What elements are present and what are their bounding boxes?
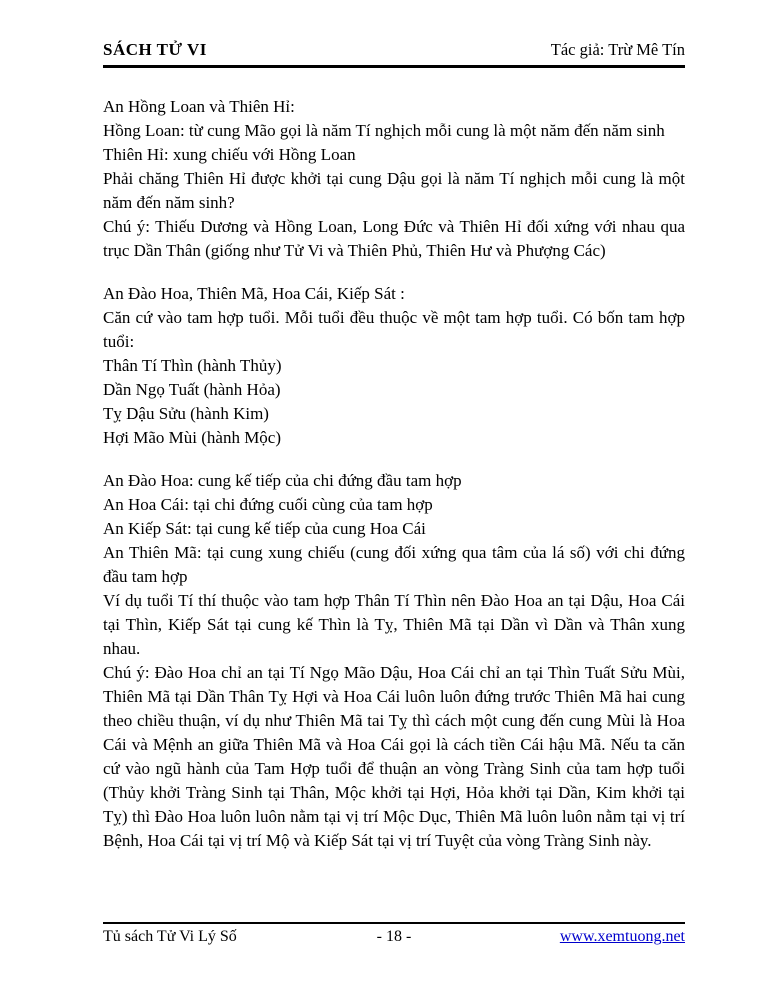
paragraph-tam-hop-hoa: Dần Ngọ Tuất (hành Hỏa): [103, 380, 281, 399]
paragraph-chu-y-trang-sinh: Chú ý: Đào Hoa chỉ an tại Tí Ngọ Mão Dậu, Hoa Cái chỉ an tại Thìn Tuất Sửu Mùi, Thiên Mã tại Dần Thân Tỵ Hợi và Hoa Cái luôn luôn đứng trước Thiên Mã hai cung theo chiều thuận, ví dụ như Thiên Mã tai Tỵ thì cách một cung đến cung Mùi là Hoa Cái và Mệnh an giữa Thiên Mã và Hoa Cái gọi là cách tiền Cái hậu Mã. Nếu ta căn cứ vào ngũ hành của Tam Hợp tuổi để thuận an vòng Tràng Sinh của tam hợp tuổi (Thủy khởi Tràng Sinh tại Thân, Mộc khởi tại Hợi, Hỏa khởi tại Dần, Kim khởi tại Tỵ) thì Đào Hoa luôn luôn nằm tại vị trí Mộc Dục, Thiên Mã luôn luôn nằm tại vị trí Bệnh, Hoa Cái tại vị trí Mộ và Kiếp Sát tại vị trí Tuyệt của vòng Tràng Sinh này.: [103, 663, 685, 850]
paragraph-chu-y-symmetry-note: Chú ý: Thiếu Dương và Hồng Loan, Long Đức và Thiên Hỉ đối xứng với nhau qua trục Dần Thân (giống như Tử Vi và Thiên Phủ, Thiên Hư và Phượng Các): [103, 217, 685, 260]
paragraph-tam-hop-thuy: Thân Tí Thìn (hành Thủy): [103, 356, 282, 375]
paragraph-tam-hop-moc: Hợi Mão Mùi (hành Mộc): [103, 428, 282, 447]
paragraph-vi-du-tuoi-ti: Ví dụ tuổi Tí thí thuộc vào tam hợp Thân Tí Thìn nên Đào Hoa an tại Dậu, Hoa Cái tại Thìn, Kiếp Sát tại cung kế Thìn là Tỵ, Thiên Mã tại Dần vì Dần và Thân xung nhau.: [103, 591, 685, 658]
paragraph-thien-hi-rule: Thiên Hỉ: xung chiếu với Hồng Loan: [103, 145, 356, 164]
footer-link-wrap: [491, 928, 685, 946]
paragraph-phai-chang-question: Phải chăng Thiên Hỉ được khởi tại cung Dậu gọi là năm Tí nghịch mỗi cung là một năm đến năm sinh?: [103, 169, 685, 212]
paragraph-an-thien-ma-rule: An Thiên Mã: tại cung xung chiếu (cung đối xứng qua tâm của lá số) với chi đứng đầu tam hợp: [103, 543, 685, 586]
paragraph-an-hoa-cai-rule: An Hoa Cái: tại chi đứng cuối cùng của tam hợp: [103, 495, 433, 514]
paragraph-an-kiep-sat-rule: An Kiếp Sát: tại cung kế tiếp của cung Hoa Cái: [103, 519, 426, 538]
page-header: [103, 40, 685, 68]
paragraph-tam-hop-intro: Căn cứ vào tam hợp tuổi. Mỗi tuổi đều thuộc về một tam hợp tuổi. Có bốn tam hợp tuổi:: [103, 308, 685, 351]
paragraph-an-hong-loan-heading: An Hồng Loan và Thiên Hỉ:: [103, 97, 295, 116]
page-footer: [103, 922, 685, 946]
header-book-title: SÁCH TỬ VI: [103, 40, 207, 59]
footer-page-number: - 18 -: [376, 928, 412, 945]
header-author: Tác giả: Trừ Mê Tín: [550, 40, 685, 59]
footer-series-title: Tủ sách Tử Vi Lý Số: [103, 928, 237, 945]
paragraph-hong-loan-rule: Hồng Loan: từ cung Mão gọi là năm Tí nghịch mỗi cung là một năm đến năm sinh: [103, 121, 665, 140]
footer-website-link[interactable]: www.xemtuong.net: [559, 928, 685, 945]
paragraph-an-dao-hoa-heading: An Đào Hoa, Thiên Mã, Hoa Cái, Kiếp Sát :: [103, 284, 405, 303]
paragraph-tam-hop-kim: Tỵ Dậu Sửu (hành Kim): [103, 404, 269, 423]
paragraph-an-dao-hoa-rule: An Đào Hoa: cung kế tiếp của chi đứng đầu tam hợp: [103, 471, 462, 490]
page-content: [103, 95, 685, 853]
